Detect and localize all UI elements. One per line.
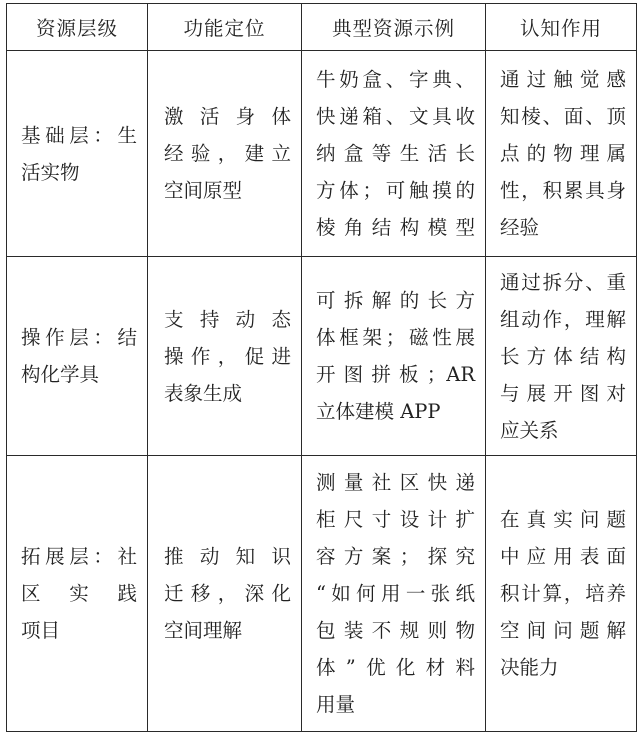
table-row [7,257,637,456]
cell-line: 方体；可触摸的 [316,179,475,202]
cell-line: 通过拆分、重 [500,270,626,294]
cell-line: 通过触觉感 [500,68,626,91]
header-function: 功能定位 [148,4,302,51]
cell-line: 项目 [21,619,61,642]
cell-line: 激 活 身 体 [164,105,291,128]
cell-line: 开图拼板；AR [316,363,475,386]
cell-line: 点的物理属 [500,142,626,165]
cell-line: 组动作，理解 [500,307,626,331]
cell-line: 积计算，培养 [500,582,626,605]
table-row [7,456,637,732]
resource-table [6,3,637,732]
cell-line: 性，积累具身 [500,179,626,202]
cell-line: 立体建模 APP [316,400,441,423]
cell-line: 纳盒等生活长 [316,142,475,165]
cell-line: 可拆解的长方 [316,289,475,312]
cell-line: 推动知识 [164,545,291,568]
cell-line: 支 持 动 态 [164,307,291,331]
cell-line: 测量社区快递 [316,471,475,494]
cell-cognition [486,257,637,456]
cell-function [148,456,302,732]
cell-level [7,257,148,456]
header-level: 资源层级 [7,4,148,51]
cell-line: 操作层：结 [21,326,137,349]
cell-line: 迁移，深化 [164,582,291,605]
cell-line: 用量 [316,693,356,716]
cell-line: 决能力 [500,656,559,679]
cell-line: 容方案；探究 [316,545,475,568]
cell-line: 构化学具 [21,363,100,386]
cell-examples [302,51,486,257]
cell-line: 区 实 践 [21,582,137,605]
cell-line: 应关系 [500,418,559,442]
cell-line: 经验，建立 [164,142,291,165]
cell-line: 柜尺寸设计扩 [316,508,475,531]
table-header-row [7,4,637,51]
cell-examples [302,456,486,732]
cell-line: 长方体结构 [500,344,626,368]
cell-line: 经验 [500,216,540,239]
cell-line: 知棱、面、顶 [500,105,626,128]
cell-line: 体框架；磁性展 [316,326,475,349]
cell-line: 牛奶盒、字典、 [316,68,475,91]
cell-cognition [486,456,637,732]
cell-line: 空间问题解 [500,619,626,642]
cell-line: 体”优化材料 [316,656,475,679]
cell-line: 棱角结构模型 [316,216,475,239]
cell-line: 活实物 [21,160,80,184]
cell-line: 快递箱、文具收 [316,105,475,128]
header-examples: 典型资源示例 [302,4,486,51]
cell-function [148,51,302,257]
cell-function [148,257,302,456]
cell-line: 操作，促进 [164,344,291,368]
cell-line: 中应用表面 [500,545,626,568]
cell-line: 拓展层：社 [21,545,137,568]
cell-line: 表象生成 [164,381,243,405]
cell-level [7,51,148,257]
cell-line: 基础层：生 [21,123,137,147]
cell-line: 空间原型 [164,179,243,202]
cell-line: 在真实问题 [500,508,626,531]
cell-level [7,456,148,732]
cell-line: “如何用一张纸 [316,582,475,605]
cell-examples [302,257,486,456]
cell-line: 包装不规则物 [316,619,475,642]
cell-line: 与展开图对 [500,381,626,405]
table-row [7,51,637,257]
cell-cognition [486,51,637,257]
cell-line: 空间理解 [164,619,243,642]
header-cognition: 认知作用 [486,4,637,51]
